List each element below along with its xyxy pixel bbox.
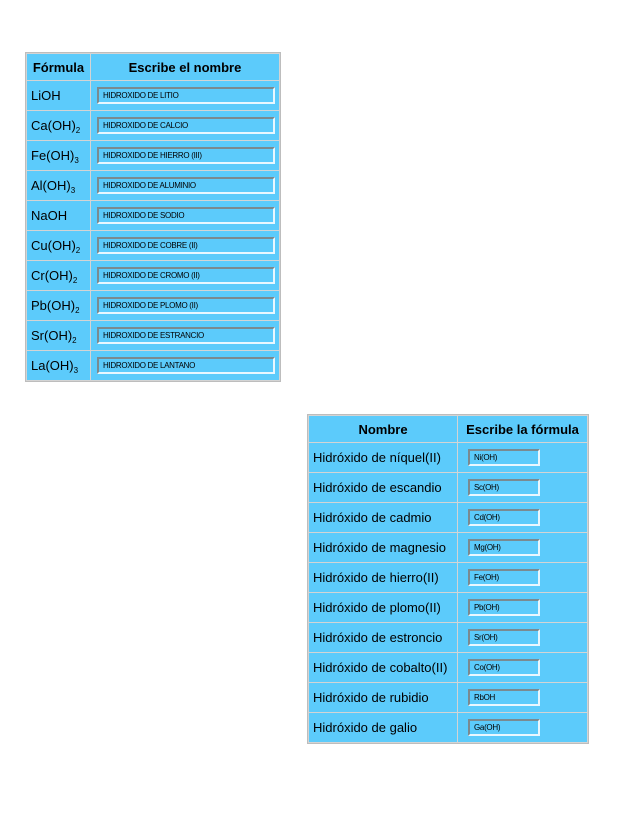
formula-answer-field[interactable]: Fe(OH): [468, 569, 540, 586]
name-answer-field[interactable]: HIDROXIDO DE CALCIO: [97, 117, 275, 134]
formula-cell: [27, 321, 90, 350]
table-row: [309, 623, 587, 652]
name-answer-field[interactable]: HIDROXIDO DE ESTRANCIO: [97, 327, 275, 344]
compound-name-cell: Hidróxido de rubidio: [309, 683, 457, 712]
table-row: [27, 351, 279, 380]
table-row: [27, 231, 279, 260]
answer-cell: [91, 261, 279, 290]
table-body: [27, 81, 279, 380]
formula-cell: [27, 261, 90, 290]
name-answer-field[interactable]: HIDROXIDO DE HIERRO (III): [97, 147, 275, 164]
formula-cell: [27, 171, 90, 200]
formula-answer-field[interactable]: RbOH: [468, 689, 540, 706]
answer-cell: [458, 713, 587, 742]
name-answer-field[interactable]: HIDROXIDO DE SODIO: [97, 207, 275, 224]
formula-base: Al(OH): [31, 178, 71, 193]
table-row: [309, 443, 587, 472]
answer-cell: [91, 141, 279, 170]
table-row: [27, 81, 279, 110]
compound-name-cell: Hidróxido de cadmio: [309, 503, 457, 532]
answer-cell: [458, 443, 587, 472]
formula-base: Cu(OH): [31, 238, 76, 253]
formula-base: La(OH): [31, 358, 74, 373]
name-answer-field[interactable]: HIDROXIDO DE LITIO: [97, 87, 275, 104]
formula-cell: [27, 351, 90, 380]
name-answer-field[interactable]: HIDROXIDO DE CROMO (II): [97, 267, 275, 284]
formula-answer-field[interactable]: Ga(OH): [468, 719, 540, 736]
table-body: [309, 443, 587, 742]
answer-cell: [458, 683, 587, 712]
formula-subscript: 2: [75, 306, 80, 315]
formula-base: Sr(OH): [31, 328, 73, 343]
table-row: [309, 503, 587, 532]
formula-column-header: Fórmula: [27, 54, 90, 80]
answer-cell: [91, 351, 279, 380]
formula-subscript: 2: [72, 276, 78, 285]
formula-subscript: 3: [73, 366, 79, 375]
table-row: [309, 473, 587, 502]
formula-subscript: 2: [75, 246, 81, 255]
formula-answer-field[interactable]: Ni(OH): [468, 449, 540, 466]
formula-cell: [27, 291, 90, 320]
formula-base: Fe(OH): [31, 148, 75, 163]
answer-cell: [458, 503, 587, 532]
table-row: [27, 141, 279, 170]
formula-cell: [27, 81, 90, 110]
table-row: [27, 261, 279, 290]
answer-cell: [91, 81, 279, 110]
formula-cell: [27, 141, 90, 170]
name-column-header: Nombre: [309, 416, 457, 442]
name-answer-field[interactable]: HIDROXIDO DE ALUMINIO: [97, 177, 275, 194]
table-row: [309, 653, 587, 682]
formula-to-name-table: [25, 52, 281, 382]
compound-name-cell: Hidróxido de magnesio: [309, 533, 457, 562]
formula-answer-field[interactable]: Cd(OH): [468, 509, 540, 526]
table-row: [309, 593, 587, 622]
name-answer-field[interactable]: HIDROXIDO DE LANTANO: [97, 357, 275, 374]
table-row: [27, 111, 279, 140]
name-answer-field[interactable]: HIDROXIDO DE COBRE (II): [97, 237, 275, 254]
answer-cell: [458, 593, 587, 622]
compound-name-cell: Hidróxido de cobalto(II): [309, 653, 457, 682]
table-header-row: [309, 416, 587, 442]
formula-answer-field[interactable]: Co(OH): [468, 659, 540, 676]
answer-cell: [91, 231, 279, 260]
formula-subscript: 3: [70, 186, 76, 195]
answer-cell: [91, 111, 279, 140]
answer-cell: [458, 623, 587, 652]
answer-cell: [91, 171, 279, 200]
table-row: [309, 563, 587, 592]
compound-name-cell: Hidróxido de galio: [309, 713, 457, 742]
answer-cell: [91, 291, 279, 320]
name-column-header: Escribe el nombre: [91, 54, 279, 80]
table-header-row: [27, 54, 279, 80]
name-to-formula-table: [307, 414, 589, 744]
table-row: [309, 713, 587, 742]
table-row: [27, 321, 279, 350]
formula-base: Pb(OH): [31, 298, 76, 313]
formula-base: Cr(OH): [31, 268, 73, 283]
formula-answer-field[interactable]: Pb(OH): [468, 599, 540, 616]
answer-cell: [91, 201, 279, 230]
formula-cell: [27, 111, 90, 140]
compound-name-cell: Hidróxido de hierro(II): [309, 563, 457, 592]
formula-base: Ca(OH): [31, 118, 76, 133]
formula-subscript: 3: [74, 156, 79, 165]
answer-cell: [91, 321, 279, 350]
formula-answer-field[interactable]: Sc(OH): [468, 479, 540, 496]
formula-column-header: Escribe la fórmula: [458, 416, 587, 442]
table-row: [309, 533, 587, 562]
formula-answer-field[interactable]: Mg(OH): [468, 539, 540, 556]
table-row: [309, 683, 587, 712]
formula-answer-field[interactable]: Sr(OH): [468, 629, 540, 646]
answer-cell: [458, 533, 587, 562]
compound-name-cell: Hidróxido de níquel(II): [309, 443, 457, 472]
formula-cell: [27, 201, 90, 230]
name-answer-field[interactable]: HIDROXIDO DE PLOMO (II): [97, 297, 275, 314]
answer-cell: [458, 473, 587, 502]
formula-base: LiOH: [31, 88, 61, 103]
answer-cell: [458, 653, 587, 682]
compound-name-cell: Hidróxido de plomo(II): [309, 593, 457, 622]
formula-subscript: 2: [72, 336, 77, 345]
compound-name-cell: Hidróxido de escandio: [309, 473, 457, 502]
answer-cell: [458, 563, 587, 592]
formula-subscript: 2: [75, 126, 81, 135]
table-row: [27, 291, 279, 320]
compound-name-cell: Hidróxido de estroncio: [309, 623, 457, 652]
table-row: [27, 201, 279, 230]
table-row: [27, 171, 279, 200]
formula-cell: [27, 231, 90, 260]
formula-base: NaOH: [31, 208, 68, 223]
